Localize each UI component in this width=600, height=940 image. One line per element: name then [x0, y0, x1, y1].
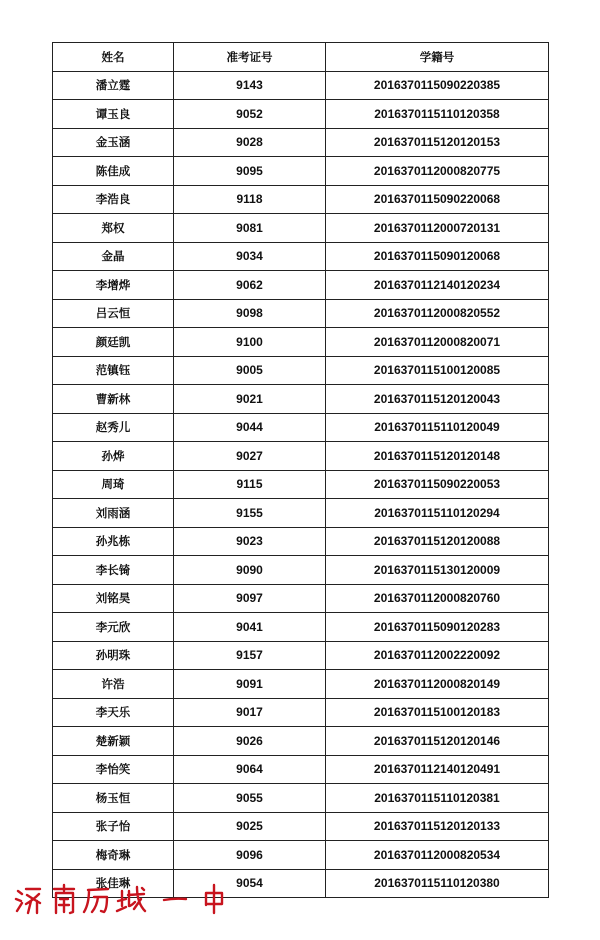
student-name: 许浩 [53, 670, 174, 699]
student-name: 曹新林 [53, 385, 174, 414]
student-name: 吕云恒 [53, 299, 174, 328]
student-register-number: 2016370112140120491 [326, 755, 549, 784]
table-row [53, 100, 549, 129]
student-name: 张佳琳 [53, 869, 174, 898]
student-name: 赵秀儿 [53, 413, 174, 442]
header-exam-id: 准考证号 [174, 43, 326, 72]
student-register-number: 2016370115110120049 [326, 413, 549, 442]
table-row [53, 670, 549, 699]
student-name: 周琦 [53, 470, 174, 499]
student-name: 陈佳成 [53, 157, 174, 186]
table-row [53, 271, 549, 300]
student-register-number: 2016370115110120380 [326, 869, 549, 898]
table-row [53, 128, 549, 157]
exam-number: 9143 [174, 71, 326, 100]
exam-number: 9041 [174, 613, 326, 642]
exam-number: 9052 [174, 100, 326, 129]
table-row [53, 442, 549, 471]
table-row [53, 641, 549, 670]
student-name: 李浩良 [53, 185, 174, 214]
student-name: 郑权 [53, 214, 174, 243]
student-register-number: 2016370115090120283 [326, 613, 549, 642]
table-row [53, 755, 549, 784]
student-register-number: 2016370112000820071 [326, 328, 549, 357]
exam-number: 9044 [174, 413, 326, 442]
exam-number: 9005 [174, 356, 326, 385]
exam-number: 9025 [174, 812, 326, 841]
student-name: 李增烨 [53, 271, 174, 300]
student-register-number: 2016370112002220092 [326, 641, 549, 670]
student-register-number: 2016370112000820760 [326, 584, 549, 613]
student-register-number: 2016370115110120358 [326, 100, 549, 129]
table-row [53, 727, 549, 756]
student-register-number: 2016370115090220385 [326, 71, 549, 100]
exam-number: 9096 [174, 841, 326, 870]
student-table [52, 42, 549, 898]
student-register-number: 2016370112000820552 [326, 299, 549, 328]
table-row [53, 527, 549, 556]
student-name: 李天乐 [53, 698, 174, 727]
table-body [53, 71, 549, 898]
student-name: 杨玉恒 [53, 784, 174, 813]
table-row [53, 214, 549, 243]
table-row [53, 328, 549, 357]
student-name: 李长锜 [53, 556, 174, 585]
table-row [53, 812, 549, 841]
school-seal-signature [14, 881, 234, 915]
student-name: 潘立霆 [53, 71, 174, 100]
table-row [53, 584, 549, 613]
table-row [53, 499, 549, 528]
student-table-container [52, 42, 548, 898]
student-register-number: 2016370115110120381 [326, 784, 549, 813]
exam-number: 9023 [174, 527, 326, 556]
exam-number: 9100 [174, 328, 326, 357]
table-row [53, 299, 549, 328]
table-row [53, 841, 549, 870]
student-name: 金晶 [53, 242, 174, 271]
student-register-number: 2016370115120120088 [326, 527, 549, 556]
table-row [53, 698, 549, 727]
table-row [53, 242, 549, 271]
exam-number: 9034 [174, 242, 326, 271]
student-register-number: 2016370115120120146 [326, 727, 549, 756]
exam-number: 9118 [174, 185, 326, 214]
student-name: 刘雨涵 [53, 499, 174, 528]
student-name: 金玉涵 [53, 128, 174, 157]
table-row [53, 556, 549, 585]
student-name: 范镇钰 [53, 356, 174, 385]
exam-number: 9028 [174, 128, 326, 157]
student-register-number: 2016370112000720131 [326, 214, 549, 243]
student-name: 孙明珠 [53, 641, 174, 670]
student-register-number: 2016370115100120085 [326, 356, 549, 385]
student-register-number: 2016370115100120183 [326, 698, 549, 727]
exam-number: 9021 [174, 385, 326, 414]
exam-number: 9062 [174, 271, 326, 300]
student-name: 张子怡 [53, 812, 174, 841]
exam-number: 9064 [174, 755, 326, 784]
table-row [53, 385, 549, 414]
student-register-number: 2016370112000820534 [326, 841, 549, 870]
student-register-number: 2016370115120120148 [326, 442, 549, 471]
exam-number: 9115 [174, 470, 326, 499]
student-register-number: 2016370115130120009 [326, 556, 549, 585]
student-name: 刘铭昊 [53, 584, 174, 613]
student-name: 孙烨 [53, 442, 174, 471]
table-row [53, 613, 549, 642]
table-header-row [53, 43, 549, 72]
student-register-number: 2016370112000820775 [326, 157, 549, 186]
exam-number: 9055 [174, 784, 326, 813]
exam-number: 9081 [174, 214, 326, 243]
header-student-id: 学籍号 [326, 43, 549, 72]
table-row [53, 157, 549, 186]
table-row [53, 784, 549, 813]
exam-number: 9155 [174, 499, 326, 528]
student-name: 楚新颖 [53, 727, 174, 756]
student-register-number: 2016370115110120294 [326, 499, 549, 528]
exam-number: 9027 [174, 442, 326, 471]
student-register-number: 2016370112140120234 [326, 271, 549, 300]
table-row [53, 71, 549, 100]
header-name: 姓名 [53, 43, 174, 72]
student-name: 梅奇琳 [53, 841, 174, 870]
table-row [53, 470, 549, 499]
student-name: 李怡笑 [53, 755, 174, 784]
exam-number: 9054 [174, 869, 326, 898]
student-register-number: 2016370115120120153 [326, 128, 549, 157]
exam-number: 9090 [174, 556, 326, 585]
exam-number: 9026 [174, 727, 326, 756]
student-register-number: 2016370115090220053 [326, 470, 549, 499]
table-row [53, 413, 549, 442]
exam-number: 9098 [174, 299, 326, 328]
exam-number: 9095 [174, 157, 326, 186]
table-row [53, 356, 549, 385]
student-name: 孙兆栋 [53, 527, 174, 556]
student-name: 颜廷凯 [53, 328, 174, 357]
exam-number: 9091 [174, 670, 326, 699]
student-register-number: 2016370112000820149 [326, 670, 549, 699]
student-name: 谭玉良 [53, 100, 174, 129]
table-row [53, 185, 549, 214]
student-register-number: 2016370115090120068 [326, 242, 549, 271]
student-register-number: 2016370115120120133 [326, 812, 549, 841]
student-register-number: 2016370115120120043 [326, 385, 549, 414]
exam-number: 9017 [174, 698, 326, 727]
student-name: 李元欣 [53, 613, 174, 642]
exam-number: 9097 [174, 584, 326, 613]
student-register-number: 2016370115090220068 [326, 185, 549, 214]
exam-number: 9157 [174, 641, 326, 670]
